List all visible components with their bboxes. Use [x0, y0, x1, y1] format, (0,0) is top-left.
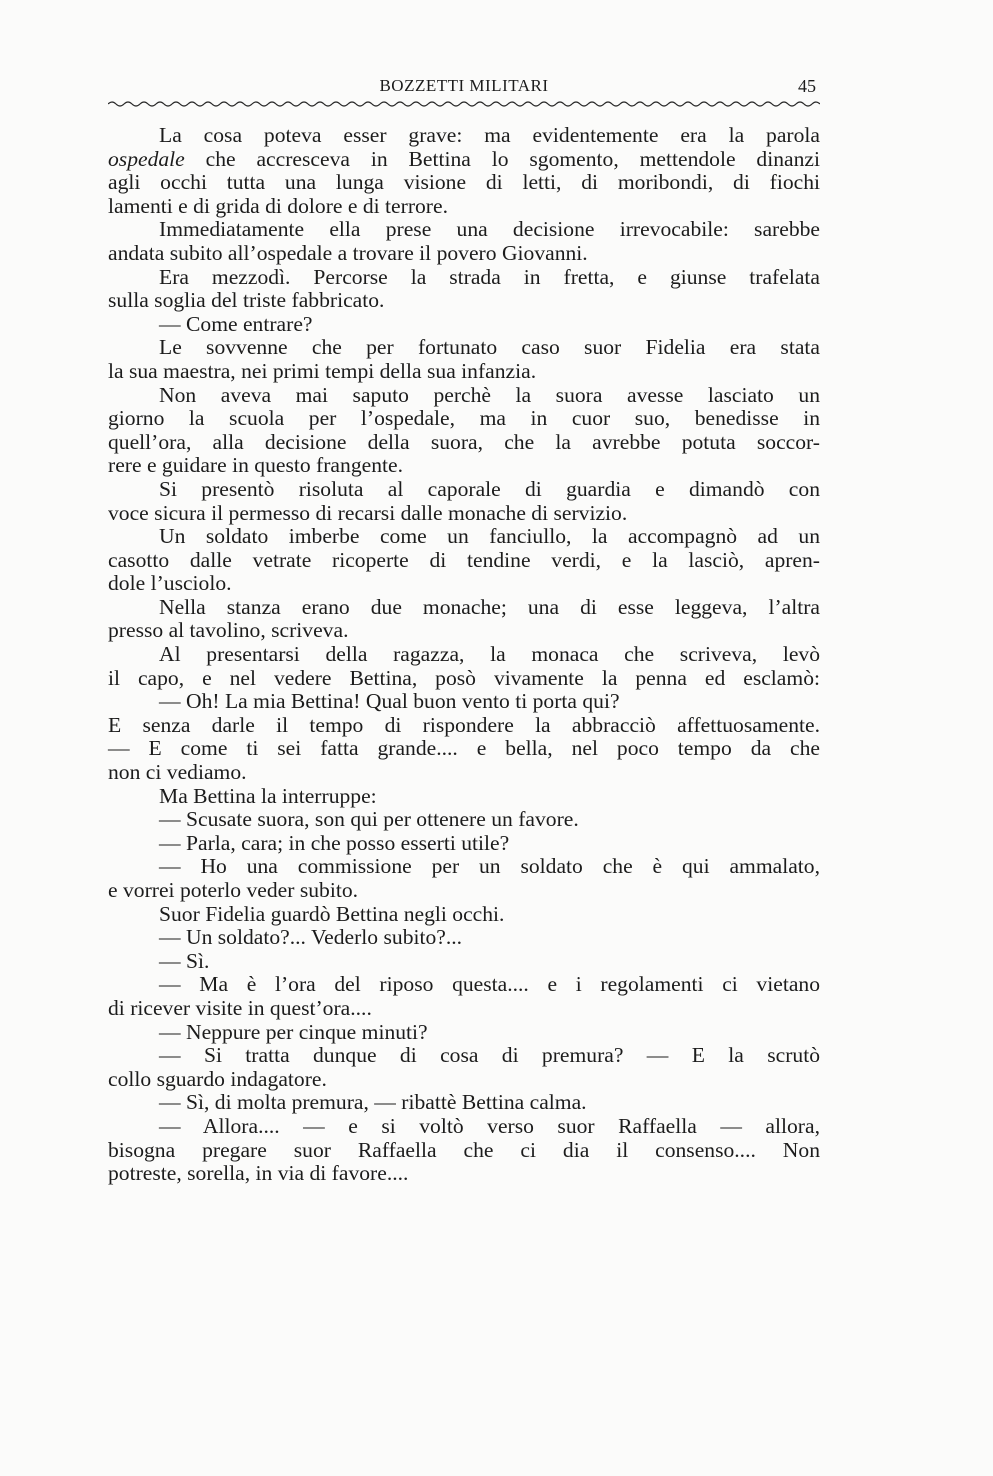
text-line: rere e guidare in questo frangente. [108, 453, 403, 478]
running-title: BOZZETTI MILITARI [379, 76, 549, 95]
text-line: bisogna pregare suor Raffaella che ci dia il consenso.... Non [108, 1137, 820, 1162]
text-line: — Sì, di molta premura, — ribattè Bettina calma. [159, 1090, 587, 1115]
text-line: Non aveva mai saputo perchè la suora avesse lasciato un [159, 382, 820, 407]
text-line: La cosa poteva esser grave: ma evidentemente era la parola [159, 123, 820, 147]
text-line: Un soldato imberbe come un fanciullo, la accompagnò ad un [159, 524, 820, 549]
text-line: — Allora.... — e si voltò verso suor Raffaella — allora, [159, 1113, 820, 1138]
text-line: non ci vediamo. [108, 760, 247, 785]
text-line: lamenti e di grida di dolore e di terrore. [108, 193, 448, 218]
text-line: — Si tratta dunque di cosa di premura? — E la scrutò [159, 1043, 820, 1068]
text-line: — Ho una commissione per un soldato che è qui ammalato, [159, 854, 820, 879]
text-line: agli occhi tutta una lunga visione di letti, di moribondi, di fiochi [108, 170, 820, 195]
italic-word-ospedale: ospedale [108, 146, 185, 171]
body-text [108, 124, 820, 1186]
text-line: Ma Bettina la interruppe: [159, 783, 377, 808]
text-line: dole l’usciolo. [108, 571, 232, 596]
text-line: — Come entrare? [159, 311, 313, 336]
text-line: — Neppure per cinque minuti? [159, 1019, 428, 1044]
text-line: — Sì. [159, 948, 210, 973]
text-line: la sua maestra, nei primi tempi della sua infanzia. [108, 358, 537, 383]
text-line: voce sicura il permesso di recarsi dalle monache di servizio. [108, 500, 628, 525]
text-line: Era mezzodì. Percorse la strada in fretta, e giunse trafelata [159, 264, 820, 289]
text-line: casotto dalle vetrate ricoperte di tendine verdi, e la lasciò, apren- [108, 547, 820, 572]
text-line: presso al tavolino, scriveva. [108, 618, 349, 643]
text-line: Nella stanza erano due monache; una di esse leggeva, l’altra [159, 594, 820, 619]
text-line: quell’ora, alla decisione della suora, che la avrebbe potuta soccor- [108, 429, 820, 454]
text-line [108, 148, 820, 172]
page-number: 45 [798, 76, 816, 96]
text-line: andata subito all’ospedale a trovare il povero Giovanni. [108, 240, 588, 265]
text-line: e vorrei poterlo veder subito. [108, 878, 359, 902]
text-line: il capo, e nel vedere Bettina, posò vivamente la penna ed esclamò: [108, 665, 820, 690]
text-line: — E come ti sei fatta grande.... e bella, nel poco tempo da che [108, 736, 820, 761]
text-line: potreste, sorella, in via di favore.... [108, 1161, 409, 1186]
text-line: sulla soglia del triste fabbricato. [108, 288, 385, 313]
text-line: Le sovvenne che per fortunato caso suor Fidelia era stata [159, 335, 820, 360]
text-line: di ricever visite in quest’ora.... [108, 995, 372, 1020]
wavy-header-rule [108, 100, 820, 108]
page-header [108, 76, 820, 102]
text-line: Al presentarsi della ragazza, la monaca che scriveva, levò [159, 642, 820, 667]
text-line: Immediatamente ella prese una decisione irrevocabile: sarebbe [159, 217, 820, 242]
text-line: — Ma è l’ora del riposo questa.... e i regolamenti ci vietano [159, 972, 820, 997]
text-line: E senza darle il tempo di rispondere la abbracciò affettuosamente. [108, 712, 820, 737]
text-line: — Un soldato?... Vederlo subito?... [159, 925, 463, 950]
text-fragment: che accresceva in Bettina lo sgomento, mettendole dinanzi [184, 146, 820, 171]
text-line: — Scusate suora, son qui per ottenere un favore. [159, 807, 579, 832]
text-line: — Oh! La mia Bettina! Qual buon vento ti porta qui? [159, 689, 620, 714]
text-line: — Parla, cara; in che posso esserti utile? [159, 830, 510, 855]
text-line: collo sguardo indagatore. [108, 1066, 327, 1091]
text-line: giorno la scuola per l’ospedale, ma in cuor suo, benedisse in [108, 406, 820, 431]
text-line: Suor Fidelia guardò Bettina negli occhi. [159, 901, 505, 926]
text-line: Si presentò risoluta al caporale di guardia e dimandò con [159, 476, 820, 501]
